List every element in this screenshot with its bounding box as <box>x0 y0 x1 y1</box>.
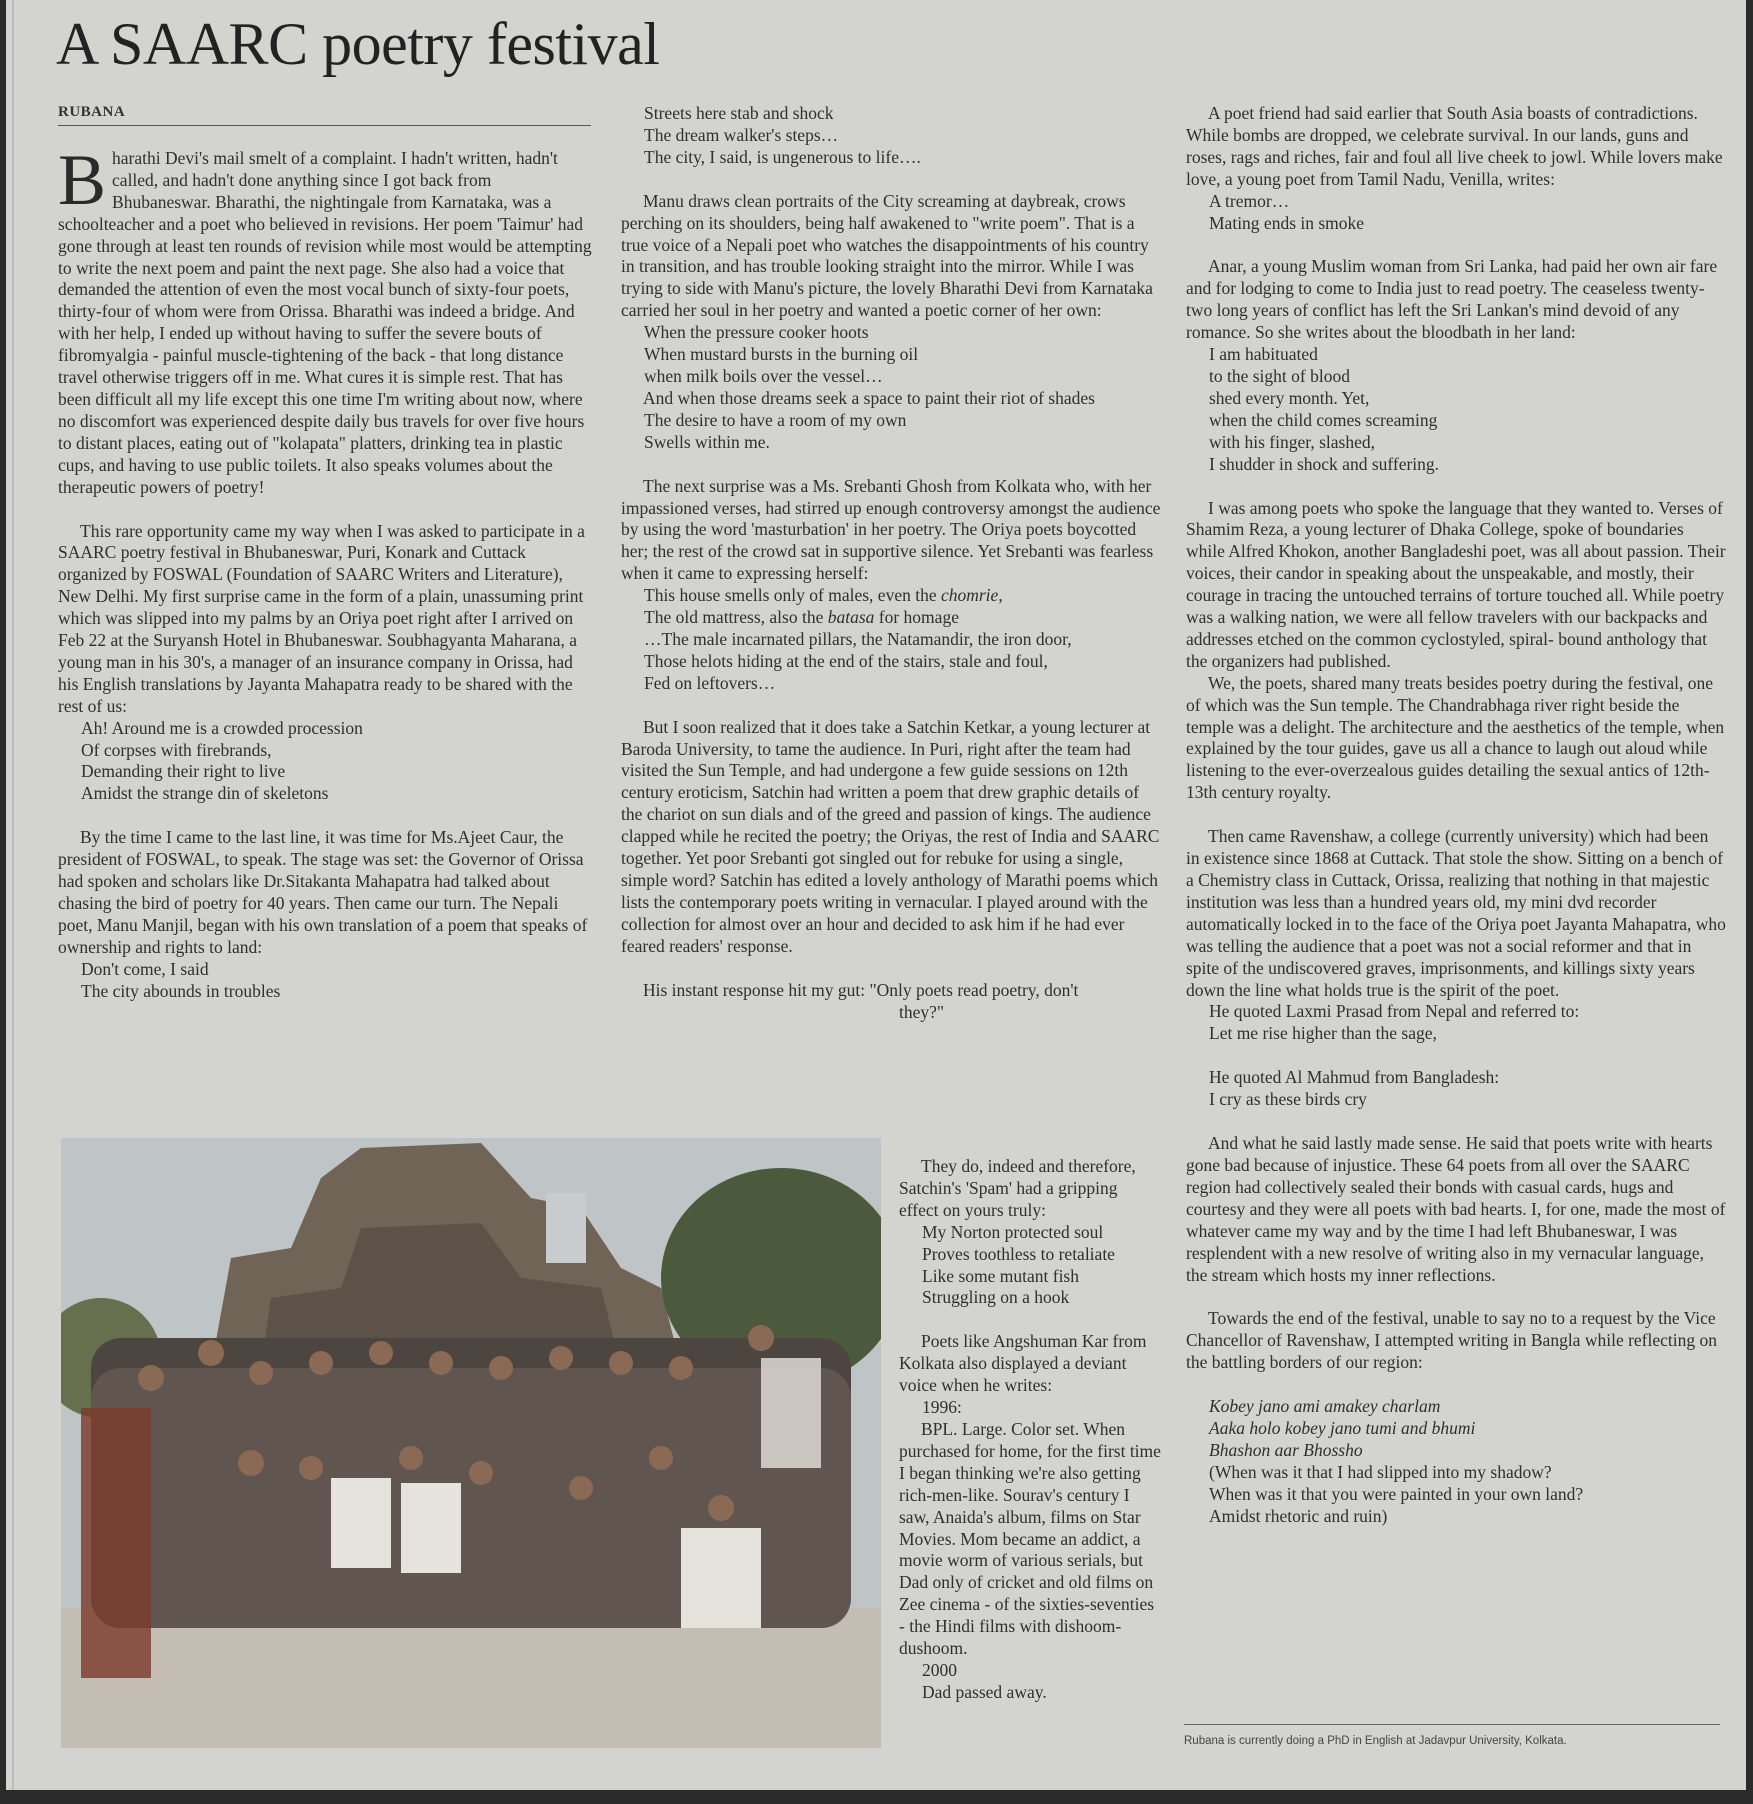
verse-line: Let me rise higher than the sage, <box>1209 1023 1437 1044</box>
verse-line: And when those dreams seek a space to paint their riot of shades <box>643 387 1095 408</box>
column-3 <box>1186 103 1726 1528</box>
verse-line: Swells within me. <box>644 431 770 452</box>
headline: A SAARC poetry festival <box>56 11 660 77</box>
verse-line: Ah! Around me is a crowded procession <box>81 717 363 738</box>
verse-line: Amidst the strange din of skeletons <box>81 783 329 804</box>
verse-line: The city, I said, is ungenerous to life…. <box>644 146 921 167</box>
verse-line: Don't come, I said <box>81 958 209 979</box>
paragraph: Towards the end of the festival, unable to say no to a request by the Vice Chancellor of Ravenshaw, I attempted writing in Bangla while reflecting on the battling borders of our region: <box>1186 1308 1717 1373</box>
paragraph: And what he said lastly made sense. He said that poets write with hearts gone bad because of injustice. These 64 poets from all over the SAARC region had collectively sealed their bonds with casual cards, hugs and courtesy and they were all poets with bad hearts. I, for one, made the most of whatever came my way and by the time I had left Bhubaneswar, I was resplendent with a new resolve of writing also in my vernacular language, the stream which hosts my inner reflections. <box>1186 1133 1726 1285</box>
verse-line: when the child comes screaming <box>1209 409 1438 430</box>
verse-line: He quoted Al Mahmud from Bangladesh: <box>1209 1067 1500 1088</box>
verse-line: I cry as these birds cry <box>1209 1089 1367 1110</box>
verse-line: This house smells only of males, even the chomrie, <box>644 585 1003 606</box>
paragraph: We, the poets, shared many treats besides poetry during the festival, one of which was the Sun temple. The Chandrabhaga river right beside the temple was a delight. The architecture and the aesthetics of the temple, when explained by the tour guides, gave us all a chance to laugh out aloud while listening to the ever-overzealous guides detailing the sexual antics of 12th-13th century royalty. <box>1186 672 1725 803</box>
verse-line: Kobey jano ami amakey charlam <box>1209 1396 1441 1417</box>
verse-line: I am habituated <box>1209 344 1318 365</box>
newspaper-page <box>6 0 1746 1790</box>
verse-line: A tremor… <box>1209 190 1290 211</box>
group-photo <box>61 1138 881 1748</box>
paragraph-continuation: they?" <box>899 1001 945 1022</box>
verse-line: The old mattress, also the batasa for homage <box>644 607 959 628</box>
paragraph: Anar, a young Muslim woman from Sri Lanka, had paid her own air fare and for lodging to come to India just to read poetry. The ceaseless twenty-two long years of conflict has left the Sri Lankan's mind devoid of any romance. So she writes about the bloodbath in her land: <box>1186 256 1718 343</box>
verse-line: He quoted Laxmi Prasad from Nepal and referred to: <box>1209 1001 1580 1022</box>
paragraph: The next surprise was a Ms. Srebanti Ghosh from Kolkata who, with her impassioned verses, had stirred up enough controversy amongst the audience by using the word 'masturbation' in her poetry. The Oriya poets boycotted her; the rest of the crowd sat in supportive silence. Yet Srebanti was fearless when it came to expressing herself: <box>621 475 1161 584</box>
verse-line: Proves toothless to retaliate <box>922 1243 1115 1264</box>
verse-line: to the sight of blood <box>1209 365 1350 386</box>
verse-line: The desire to have a room of my own <box>644 409 907 430</box>
verse-line: 2000 <box>922 1659 957 1680</box>
paragraph: But I soon realized that it does take a Satchin Ketkar, a young lecturer at Baroda University, to tame the audience. In Puri, right after the team had visited the Sun Temple, and had undergone a few guide sessions on 12th century eroticism, Satchin had written a poem that drew graphic details of the chariot on sun dials and of the greed and passion of kings. The audience clapped while he recited the poetry; the Oriyas, the rest of India and SAARC together. Yet poor Srebanti got singled out for rebuke for using a single, simple word? Satchin has edited a lovely anthology of Marathi poems which lists the contemporary poets writing in vernacular. I played around with the collection for almost over an hour and decided to ask him if he had ever feared readers' response. <box>621 716 1160 956</box>
paragraph: By the time I came to the last line, it was time for Ms.Ajeet Caur, the president of FOSWAL, to speak. The stage was set: the Governor of Orissa had spoken and scholars like Dr.Sitakanta Mahapatra had talked about chasing the bird of poetry for 40 years. Then came our turn. The Nepali poet, Manu Manjil, began with his own translation of a poem that speaks of ownership and rights to land: <box>58 827 588 957</box>
column-1 <box>58 140 593 1003</box>
verse-line: …The male incarnated pillars, the Natamandir, the iron door, <box>644 628 1072 649</box>
verse-line: Aaka holo kobey jano tumi and bhumi <box>1209 1418 1476 1439</box>
verse-line: with his finger, slashed, <box>1209 431 1376 452</box>
verse-line: when milk boils over the vessel… <box>644 365 883 386</box>
author-note: Rubana is currently doing a PhD in English at Jadavpur University, Kolkata. <box>1184 1735 1567 1747</box>
verse-line: The city abounds in troubles <box>81 980 281 1001</box>
page-edge <box>12 0 14 1790</box>
verse-line: Mating ends in smoke <box>1209 212 1365 233</box>
verse-line: The dream walker's steps… <box>644 124 839 145</box>
paragraph: Manu draws clean portraits of the City screaming at daybreak, crows perching on its shoulders, being half awakened to "write poem". That is a true voice of a Nepali poet who watches the disappointments of his country in transition, and has trouble looking straight into the mirror. While I was trying to side with Manu's picture, the lovely Bharathi Devi from Karnataka carried her soul in her poetry and wanted a poetic corner of her own: <box>621 190 1153 321</box>
verse-line: When mustard bursts in the burning oil <box>644 344 919 365</box>
verse-line: Like some mutant fish <box>922 1265 1079 1286</box>
verse-line: Struggling on a hook <box>922 1287 1070 1308</box>
verse-line: 1996: <box>922 1397 962 1418</box>
paragraph: Then came Ravenshaw, a college (currently university) which had been in existence since 1868 at Cuttack. That stole the show. Sitting on a bench of a Chemistry class in Cuttack, Orissa, realizing that nothing in that majestic institution was less than a hundred years old, my mini dvd recorder automatically locked in to the face of the Oriya poet Jayanta Mahapatra, who was telling the audience that a poet was not a social reformer and that in spite of the undiscovered graves, imprisonments, and killings sixty years down the line what holds true is the spirit of the poet. <box>1186 826 1726 1000</box>
byline-rule <box>58 125 591 126</box>
paragraph: A poet friend had said earlier that South Asia boasts of contradictions. While bombs are dropped, we celebrate survival. In our lands, guns and roses, rags and riches, fair and foul all live cheek to jowl. While lovers make love, a young poet from Tamil Nadu, Venilla, writes: <box>1186 103 1723 189</box>
paragraph: His instant response hit my gut: "Only poets read poetry, don't <box>643 979 1079 1000</box>
verse-line: I shudder in shock and suffering. <box>1209 453 1440 474</box>
verse-line: Bhashon aar Bhossho <box>1209 1439 1363 1460</box>
verse-paragraph: BPL. Large. Color set. When purchased for home, for the first time I began thinking we're also getting rich-men-like. Sourav's century I saw, Anaida's album, films on Star Movies. Mom became an addict, a movie worm of various serials, but Dad only of cricket and old films on Zee cinema - of the sixties-seventies - the Hindi films with dishoom-dushoom. <box>899 1418 1161 1659</box>
drop-cap: B <box>58 140 107 220</box>
paragraph: They do, indeed and therefore, Satchin's 'Spam' had a gripping effect on yours truly: <box>899 1156 1136 1220</box>
column-2-narrow <box>899 1156 1161 1704</box>
verse-line: When was it that you were painted in your own land? <box>1209 1483 1584 1504</box>
verse-line: (When was it that I had slipped into my shadow? <box>1209 1461 1552 1482</box>
verse-line: shed every month. Yet, <box>1209 387 1370 408</box>
column-2 <box>621 103 1161 1023</box>
photo-illustration <box>61 1138 881 1748</box>
verse-line: Demanding their right to live <box>81 761 286 782</box>
paragraph: This rare opportunity came my way when I was asked to participate in a SAARC poetry festival in Bhubaneswar, Puri, Konark and Cuttack organized by FOSWAL (Foundation of SAARC Writers and Literature), New Delhi. My first surprise came in the form of a plain, unassuming print which was slipped into my palms by an Oriya poet right after I arrived on Feb 22 at the Suryansh Hotel in Bhubaneswar. Soubhagyanta Maharana, a young man in his 30's, a manager of an insurance company in Orissa, had his English translations by Jayanta Mahapatra ready to be shared with the rest of us: <box>58 520 585 716</box>
verse-line: Dad passed away. <box>922 1681 1047 1702</box>
paragraph: Poets like Angshuman Kar from Kolkata also displayed a deviant voice when he writes: <box>899 1331 1147 1396</box>
footnote-rule <box>1184 1724 1720 1725</box>
verse-line: My Norton protected soul <box>922 1221 1104 1242</box>
byline: RUBANA <box>58 104 126 120</box>
verse-line: Fed on leftovers… <box>644 672 776 693</box>
verse-line: Of corpses with firebrands, <box>81 739 272 760</box>
paragraph: I was among poets who spoke the language that they wanted to. Verses of Shamim Reza, a young lecturer of Dhaka College, spoke of boundaries while Alfred Khokon, another Bangladeshi poet, was all about passion. Their voices, their candor in speaking about the unspeakable, and mostly, their courage in tracing the untouched terrains of torture touched all. While poetry was a walking nation, we were all fellow travelers with our backpacks and addresses etched on the common cyclostyled, spiral- bound anthology that the organizers had published. <box>1186 497 1726 671</box>
verse-line: Amidst rhetoric and ruin) <box>1209 1505 1388 1526</box>
verse-line: Those helots hiding at the end of the stairs, stale and foul, <box>644 650 1048 671</box>
verse-line: Streets here stab and shock <box>644 103 834 123</box>
verse-line: When the pressure cooker hoots <box>644 322 869 343</box>
paragraph: Bharathi Devi's mail smelt of a complaint. I hadn't written, hadn't called, and hadn't done anything since I got back from Bhubaneswar. Bharathi, the nightingale from Karnataka, was a schoolteacher and a poet who believed in revisions. Her poem 'Taimur' had gone through at least ten rounds of revision while most would be attempting to write the next poem and paint the next page. She also had a voice that demanded the attention of even the most vocal bunch of sixty-four poets, thirty-four of whom were from Orissa. Bharathi was indeed a bridge. And with her help, I ended up without having to suffer the severe bouts of fibromyalgia - painful muscle-tightening of the back - that long distance travel otherwise triggers off in me. What cures it is simple rest. That has been difficult all my life except this one time I'm writing about now, where no discomfort was experienced despite daily bus travels for over five hours to distant places, eating out of "kolapata" platters, drinking tea in plastic cups, and having to use public toilets. It also speaks volumes about the therapeutic powers of poetry! <box>58 140 592 497</box>
